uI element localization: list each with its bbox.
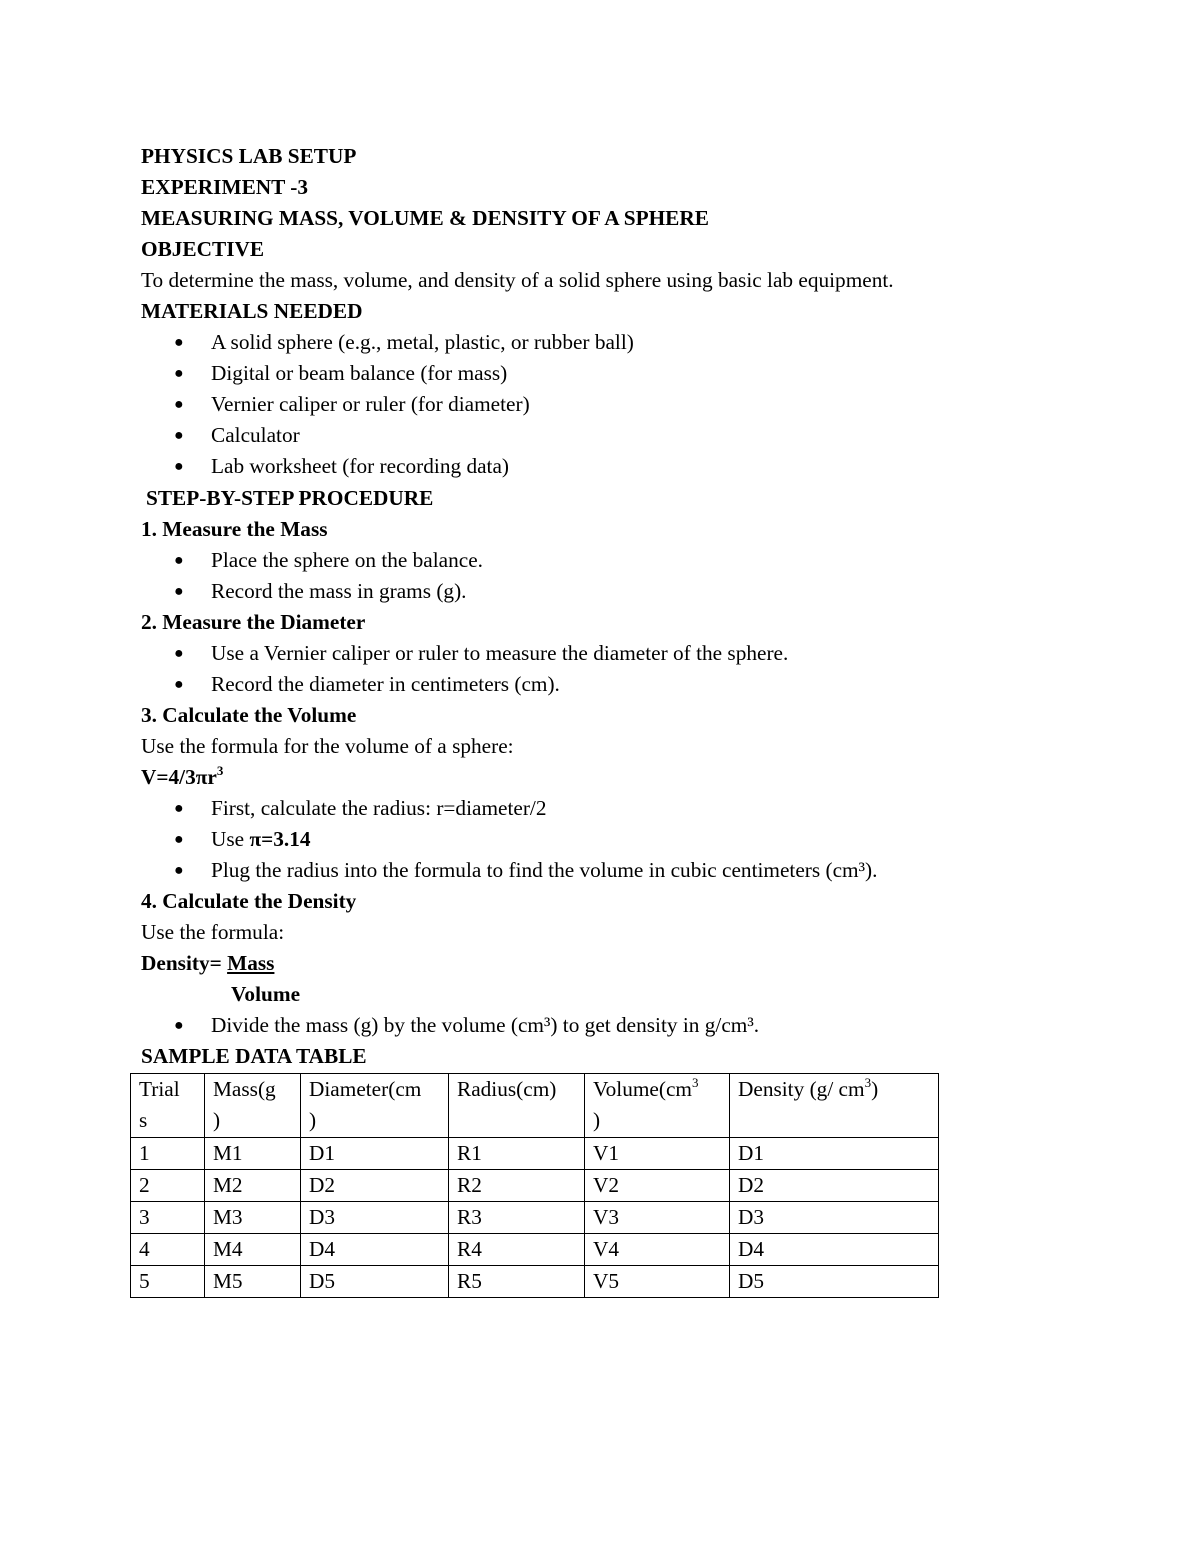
table-cell: M4 <box>205 1234 301 1266</box>
table-cell: M3 <box>205 1202 301 1234</box>
bullet-icon: ● <box>174 644 184 662</box>
procedure-heading: STEP-BY-STEP PROCEDURE <box>146 485 434 510</box>
step2-item: ● Record the diameter in centimeters (cm). <box>141 669 1041 700</box>
bullet-icon: ● <box>174 862 184 880</box>
material-item: ● Vernier caliper or ruler (for diameter) <box>141 389 1041 420</box>
table-cell: 5 <box>131 1266 205 1298</box>
table-cell: V3 <box>585 1202 730 1234</box>
step2-item: ● Use a Vernier caliper or ruler to measure the diameter of the sphere. <box>141 638 1041 669</box>
step3-title: 3. Calculate the Volume <box>141 702 357 727</box>
table-cell: D3 <box>730 1202 939 1234</box>
table-row <box>131 1234 939 1266</box>
table-cell: D5 <box>301 1266 449 1298</box>
density-denominator: Volume <box>231 982 301 1007</box>
density-formula: Density= Mass <box>141 951 275 976</box>
table-cell: D4 <box>730 1234 939 1266</box>
table-cell: D1 <box>730 1138 939 1170</box>
material-item: ● Calculator <box>141 420 1041 451</box>
experiment-title: MEASURING MASS, VOLUME & DENSITY OF A SPHERE <box>141 206 709 231</box>
table-cell: V1 <box>585 1138 730 1170</box>
step4-item: ● Divide the mass (g) by the volume (cm³) to get density in g/cm³. <box>141 1010 1041 1041</box>
table-cell: 1 <box>131 1138 205 1170</box>
material-item: ● Digital or beam balance (for mass) <box>141 358 1041 389</box>
table-heading: SAMPLE DATA TABLE <box>141 1044 367 1069</box>
bullet-icon: ● <box>174 427 184 445</box>
header-cell-trials: Trial s <box>131 1074 205 1138</box>
header-cell-density: Density (g/ $cm^3$) <box>730 1074 939 1138</box>
step3-intro: Use the formula for the volume of a sphere: <box>141 733 514 758</box>
table-cell: M1 <box>205 1138 301 1170</box>
table-header-row <box>131 1074 939 1138</box>
header-cell-radius: Radius(cm) <box>449 1074 585 1138</box>
table-cell: R1 <box>449 1138 585 1170</box>
table-cell: D3 <box>301 1202 449 1234</box>
step1-item: ● Place the sphere on the balance. <box>141 545 1041 576</box>
bullet-icon: ● <box>174 365 184 383</box>
density-numerator: Mass <box>227 951 275 976</box>
table-cell: D2 <box>730 1170 939 1202</box>
material-item: ● Lab worksheet (for recording data) <box>141 451 1041 482</box>
header-cell-mass: Mass(g ) <box>205 1074 301 1138</box>
step4-title: 4. Calculate the Density <box>141 889 357 914</box>
experiment-number: EXPERIMENT -3 <box>141 175 309 200</box>
table-cell: 4 <box>131 1234 205 1266</box>
table-cell: R3 <box>449 1202 585 1234</box>
header-cell-volume: $Volume(cm^3$ ) <box>585 1074 730 1138</box>
header-cell-diameter: Diameter(cm ) <box>301 1074 449 1138</box>
doc-title: PHYSICS LAB SETUP <box>141 144 357 168</box>
table-cell: M2 <box>205 1170 301 1202</box>
bullet-icon: ● <box>174 1017 184 1035</box>
table-row <box>131 1170 939 1202</box>
bullet-icon: ● <box>174 396 184 414</box>
table-cell: V2 <box>585 1170 730 1202</box>
bullet-icon: ● <box>174 458 184 476</box>
step1-title: 1. Measure the Mass <box>141 516 328 541</box>
bullet-icon: ● <box>174 334 184 352</box>
table-cell: M5 <box>205 1266 301 1298</box>
table-row <box>131 1138 939 1170</box>
step1-item: ● Record the mass in grams (g). <box>141 576 1041 607</box>
bullet-icon: ● <box>174 831 184 849</box>
material-item: ● A solid sphere (e.g., metal, plastic, or rubber ball) <box>141 327 1041 358</box>
table-cell: V5 <box>585 1266 730 1298</box>
table-cell: R5 <box>449 1266 585 1298</box>
table-cell: D1 <box>301 1138 449 1170</box>
table-cell: 3 <box>131 1202 205 1234</box>
table-cell: D2 <box>301 1170 449 1202</box>
bullet-icon: ● <box>174 582 184 600</box>
volume-formula: $V=4/3\pi r^3$ <box>141 762 224 789</box>
table-cell: R2 <box>449 1170 585 1202</box>
bullet-icon: ● <box>174 551 184 569</box>
bullet-icon: ● <box>174 799 184 817</box>
objective-heading: OBJECTIVE <box>141 237 265 262</box>
step2-title: 2. Measure the Diameter <box>141 609 366 634</box>
table-cell: R4 <box>449 1234 585 1266</box>
materials-heading: MATERIALS NEEDED <box>141 299 363 324</box>
document-body <box>141 141 1041 1072</box>
step3-item: ● First, calculate the radius: r=diameter/2 <box>141 793 1041 824</box>
table-cell: V4 <box>585 1234 730 1266</box>
table-row <box>131 1202 939 1234</box>
bullet-icon: ● <box>174 675 184 693</box>
table-cell: 2 <box>131 1170 205 1202</box>
objective-text: To determine the mass, volume, and density of a solid sphere using basic lab equipment. <box>141 268 894 293</box>
step4-intro: Use the formula: <box>141 920 285 945</box>
step3-item: ● Plug the radius into the formula to find the volume in cubic centimeters (cm³). <box>141 855 1041 886</box>
sample-data-table <box>130 1073 939 1298</box>
table-row <box>131 1266 939 1298</box>
step3-item: ● Use π=3.14 <box>141 824 1041 855</box>
table-cell: D5 <box>730 1266 939 1298</box>
table-cell: D4 <box>301 1234 449 1266</box>
